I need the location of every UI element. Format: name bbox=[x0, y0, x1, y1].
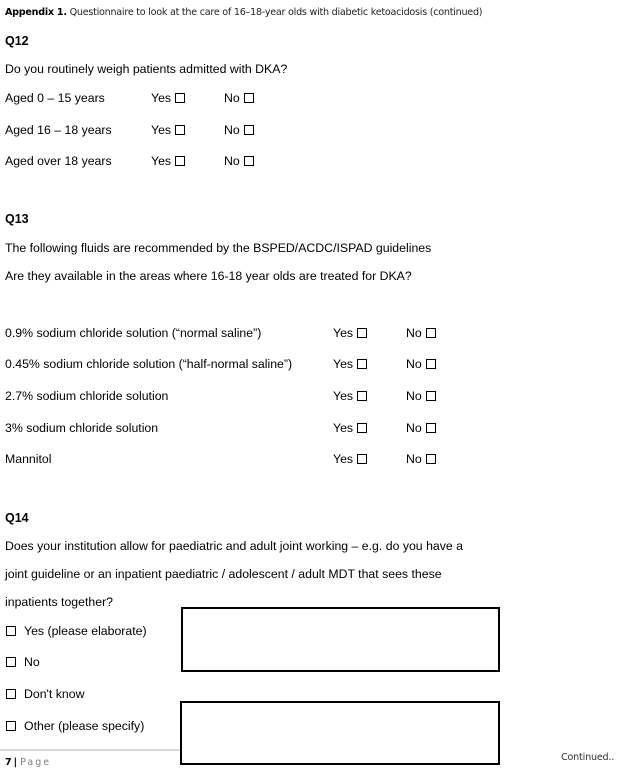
q12-row2-yes-option[interactable] bbox=[151, 154, 185, 168]
q13-row2-yes-option[interactable] bbox=[333, 389, 367, 403]
q12-row-label: Aged 16 – 18 years bbox=[5, 123, 112, 137]
no-label: No bbox=[406, 421, 422, 435]
q12-question: Do you routinely weigh patients admitted with DKA? bbox=[5, 62, 288, 76]
appendix-caption bbox=[5, 7, 482, 18]
q14-question-line: joint guideline or an inpatient paediatric / adolescent / adult MDT that sees these bbox=[5, 567, 442, 581]
q13-number: Q13 bbox=[5, 212, 29, 226]
q14-question-line: Does your institution allow for paediatric and adult joint working – e.g. do you have a bbox=[5, 539, 463, 553]
checkbox-icon[interactable] bbox=[357, 328, 367, 338]
yes-label: Yes bbox=[333, 389, 354, 403]
checkbox-icon[interactable] bbox=[426, 454, 436, 464]
checkbox-icon[interactable] bbox=[357, 423, 367, 433]
q13-row1-yes-option[interactable] bbox=[333, 357, 367, 371]
q13-row-label: Mannitol bbox=[5, 452, 52, 466]
q13-row-label: 0.9% sodium chloride solution (“normal saline”) bbox=[5, 326, 262, 340]
no-label: No bbox=[406, 326, 422, 340]
q13-row3-yes-option[interactable] bbox=[333, 421, 367, 435]
q13-question: Are they available in the areas where 16-18 year olds are treated for DKA? bbox=[5, 269, 412, 283]
option-label: Yes (please elaborate) bbox=[24, 624, 147, 638]
q12-row1-no-option[interactable] bbox=[224, 123, 254, 137]
q14-option-yes[interactable] bbox=[6, 624, 147, 638]
checkbox-icon[interactable] bbox=[175, 125, 185, 135]
q12-number: Q12 bbox=[5, 34, 29, 48]
option-label: Don't know bbox=[24, 687, 85, 701]
no-label: No bbox=[406, 357, 422, 371]
q14-number: Q14 bbox=[5, 511, 29, 525]
yes-label: Yes bbox=[333, 326, 354, 340]
checkbox-icon[interactable] bbox=[6, 689, 16, 699]
checkbox-icon[interactable] bbox=[244, 156, 254, 166]
page-number: 7 bbox=[5, 757, 12, 768]
yes-label: Yes bbox=[151, 154, 172, 168]
q13-row1-no-option[interactable] bbox=[406, 357, 436, 371]
checkbox-icon[interactable] bbox=[357, 454, 367, 464]
q13-row0-no-option[interactable] bbox=[406, 326, 436, 340]
checkbox-icon[interactable] bbox=[6, 626, 16, 636]
yes-label: Yes bbox=[333, 452, 354, 466]
q13-row-label: 0.45% sodium chloride solution (“half-normal saline”) bbox=[5, 357, 293, 371]
no-label: No bbox=[224, 91, 240, 105]
checkbox-icon[interactable] bbox=[6, 721, 16, 731]
no-label: No bbox=[406, 389, 422, 403]
checkbox-icon[interactable] bbox=[426, 423, 436, 433]
elaborate-text-box[interactable] bbox=[181, 607, 500, 672]
q13-row3-no-option[interactable] bbox=[406, 421, 436, 435]
checkbox-icon[interactable] bbox=[175, 93, 185, 103]
caption-text: Questionnaire to look at the care of 16–18-year olds with diabetic ketoacidosis (continued) bbox=[66, 7, 483, 18]
q14-option-other[interactable] bbox=[6, 719, 144, 733]
option-label: No bbox=[24, 655, 40, 669]
q13-intro: The following fluids are recommended by the BSPED/ACDC/ISPAD guidelines bbox=[5, 241, 432, 255]
footer-divider bbox=[0, 749, 182, 751]
yes-label: Yes bbox=[333, 357, 354, 371]
q12-row-label: Aged over 18 years bbox=[5, 154, 112, 168]
q13-row0-yes-option[interactable] bbox=[333, 326, 367, 340]
q13-row4-yes-option[interactable] bbox=[333, 452, 367, 466]
checkbox-icon[interactable] bbox=[6, 657, 16, 667]
q12-row0-no-option[interactable] bbox=[224, 91, 254, 105]
q13-row4-no-option[interactable] bbox=[406, 452, 436, 466]
continued-label: Continued.. bbox=[561, 752, 615, 763]
no-label: No bbox=[406, 452, 422, 466]
checkbox-icon[interactable] bbox=[426, 359, 436, 369]
yes-label: Yes bbox=[333, 421, 354, 435]
checkbox-icon[interactable] bbox=[175, 156, 185, 166]
checkbox-icon[interactable] bbox=[426, 328, 436, 338]
page-word: Page bbox=[20, 757, 52, 768]
caption-label: Appendix 1. bbox=[5, 7, 67, 18]
q12-row2-no-option[interactable] bbox=[224, 154, 254, 168]
page-separator: | bbox=[13, 757, 18, 768]
yes-label: Yes bbox=[151, 123, 172, 137]
q14-option-no[interactable] bbox=[6, 655, 40, 669]
q12-row-label: Aged 0 – 15 years bbox=[5, 91, 105, 105]
q12-row1-yes-option[interactable] bbox=[151, 123, 185, 137]
q14-question-line: inpatients together? bbox=[5, 595, 114, 609]
page-footer bbox=[5, 752, 51, 770]
q14-option-dont-know[interactable] bbox=[6, 687, 84, 701]
checkbox-icon[interactable] bbox=[244, 93, 254, 103]
q12-row0-yes-option[interactable] bbox=[151, 91, 185, 105]
q13-row-label: 2.7% sodium chloride solution bbox=[5, 389, 169, 403]
checkbox-icon[interactable] bbox=[357, 359, 367, 369]
option-label: Other (please specify) bbox=[24, 719, 145, 733]
checkbox-icon[interactable] bbox=[244, 125, 254, 135]
checkbox-icon[interactable] bbox=[357, 391, 367, 401]
no-label: No bbox=[224, 123, 240, 137]
checkbox-icon[interactable] bbox=[426, 391, 436, 401]
q13-row-label: 3% sodium chloride solution bbox=[5, 421, 159, 435]
q13-row2-no-option[interactable] bbox=[406, 389, 436, 403]
specify-text-box[interactable] bbox=[180, 701, 500, 765]
yes-label: Yes bbox=[151, 91, 172, 105]
no-label: No bbox=[224, 154, 240, 168]
